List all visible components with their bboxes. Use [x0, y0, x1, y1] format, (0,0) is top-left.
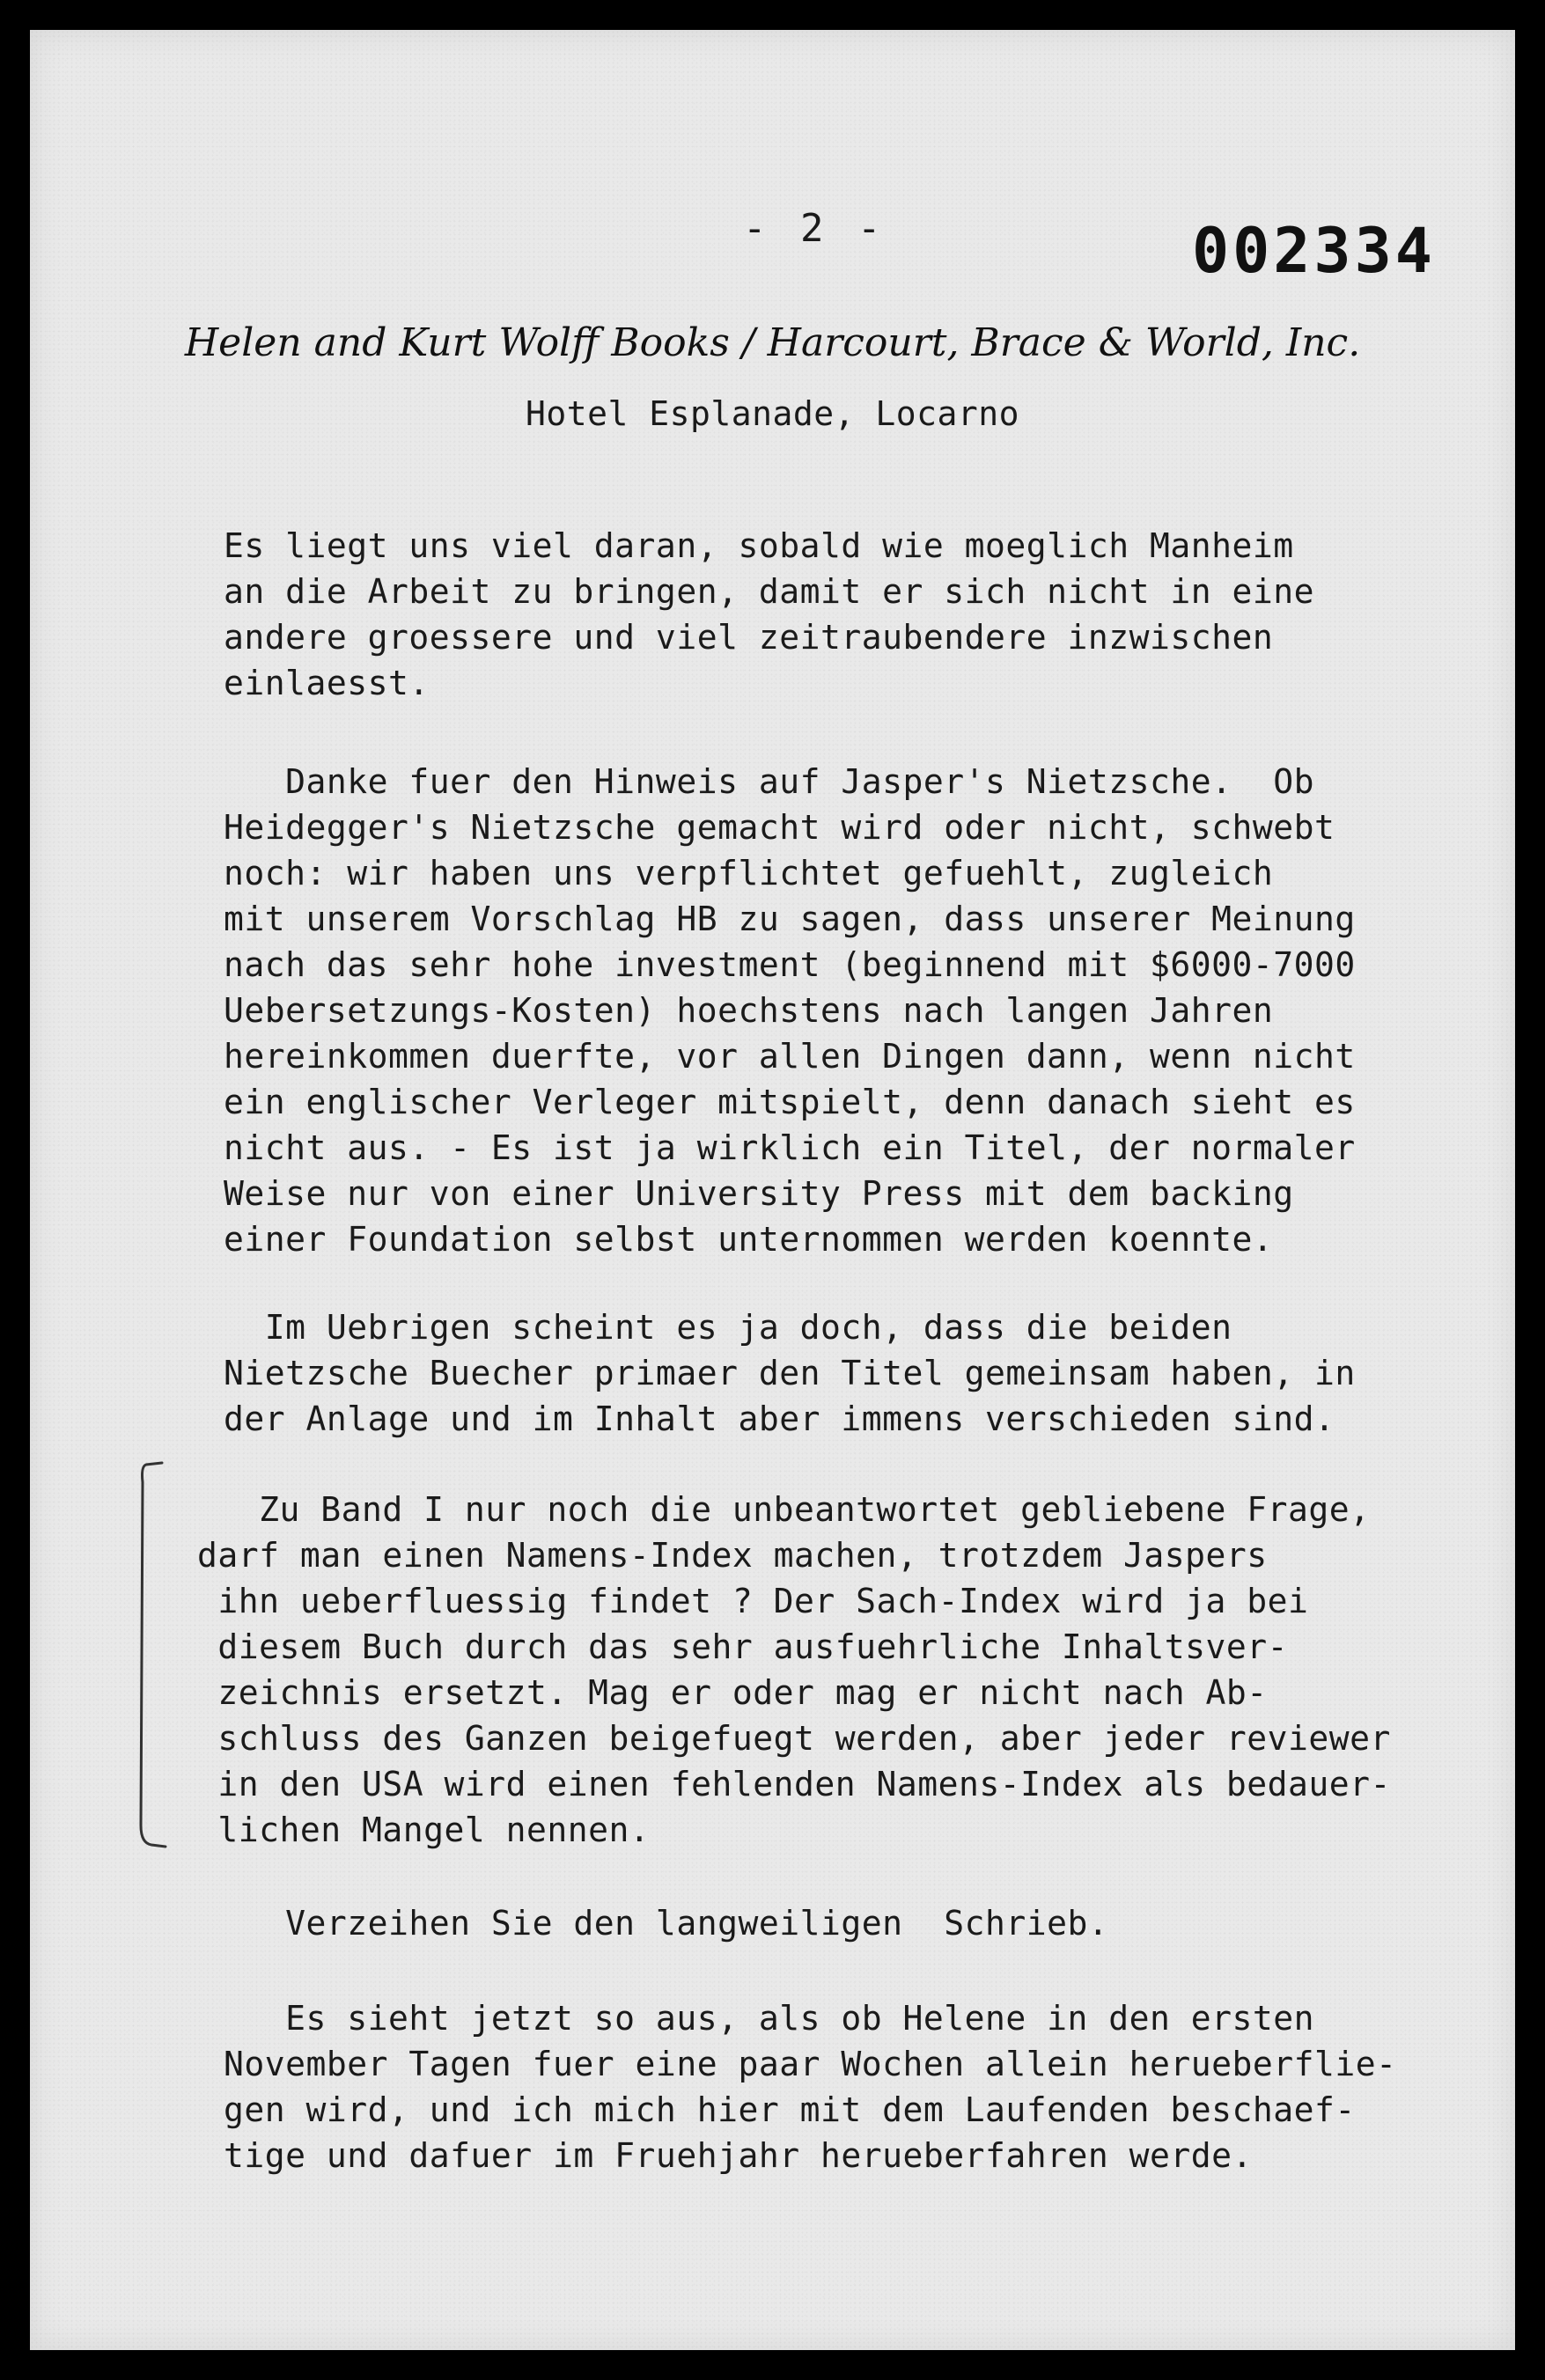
text-line: schluss des Ganzen beigefuegt werden, aber jeder reviewer [197, 1719, 1391, 1758]
paragraph-4 [197, 1487, 1482, 1853]
text-line: November Tagen fuer eine paar Wochen allein herueberflie- [224, 2045, 1397, 2083]
text-line: zeichnis ersetzt. Mag er oder mag er nicht nach Ab- [197, 1673, 1268, 1712]
text-line: darf man einen Namens-Index machen, trotzdem Jaspers [197, 1536, 1268, 1575]
paragraph-2 [224, 759, 1509, 1262]
text-line: nach das sehr hohe investment (beginnend mit $6000-7000 [224, 945, 1356, 984]
text-line: Verzeihen Sie den langweiligen Schrieb. [224, 1904, 1109, 1943]
text-line: ein englischer Verleger mitspielt, denn danach sieht es [224, 1083, 1356, 1121]
document-number-stamp: 002334 [1192, 215, 1436, 287]
text-line: mit unserem Vorschlag HB zu sagen, dass unserer Meinung [224, 900, 1356, 938]
text-line: diesem Buch durch das sehr ausfuehrliche Inhaltsver- [197, 1627, 1289, 1666]
text-line: Uebersetzungs-Kosten) hoechstens nach langen Jahren [224, 991, 1274, 1030]
text-line: Nietzsche Buecher primaer den Titel gemeinsam haben, in [224, 1354, 1356, 1392]
text-line: Weise nur von einer University Press mit dem backing [224, 1174, 1294, 1213]
text-line: Im Uebrigen scheint es ja doch, dass die beiden [224, 1308, 1232, 1347]
text-line: lichen Mangel nennen. [197, 1811, 651, 1849]
text-line: noch: wir haben uns verpflichtet gefuehlt, zugleich [224, 854, 1274, 892]
letterhead-address: Hotel Esplanade, Locarno [525, 394, 1020, 433]
text-line: tige und dafuer im Fruehjahr herueberfahren werde. [224, 2136, 1253, 2175]
text-line: gen wird, und ich mich hier mit dem Laufenden beschaef- [224, 2090, 1356, 2129]
text-line: einlaesst. [224, 664, 430, 702]
text-line: ihn ueberfluessig findet ? Der Sach-Index wird ja bei [197, 1582, 1309, 1620]
text-line: Danke fuer den Hinweis auf Jasper's Nietzsche. Ob [224, 762, 1315, 801]
text-line: einer Foundation selbst unternommen werden koennte. [224, 1220, 1274, 1259]
letter-page [30, 30, 1515, 2350]
margin-bracket-mark [136, 1456, 171, 1852]
text-line: in den USA wird einen fehlenden Namens-Index als bedauer- [197, 1765, 1391, 1803]
paragraph-5 [224, 1900, 1509, 1946]
text-line: Es liegt uns viel daran, sobald wie moeglich Manheim [224, 526, 1294, 565]
text-line: nicht aus. - Es ist ja wirklich ein Titel, der normaler [224, 1128, 1356, 1167]
text-line: Heidegger's Nietzsche gemacht wird oder nicht, schwebt [224, 808, 1335, 847]
text-line: der Anlage und im Inhalt aber immens verschieden sind. [224, 1399, 1335, 1438]
text-line: Zu Band I nur noch die unbeantwortet gebliebene Frage, [197, 1490, 1371, 1529]
text-line: andere groessere und viel zeitraubendere inzwischen [224, 618, 1274, 657]
text-line: hereinkommen duerfte, vor allen Dingen dann, wenn nicht [224, 1037, 1356, 1076]
paragraph-3 [224, 1304, 1509, 1442]
page-number: - 2 - [743, 206, 887, 251]
paragraph-6 [224, 1995, 1509, 2178]
paragraph-1 [224, 523, 1509, 706]
letterhead-publisher: Helen and Kurt Wolff Books / Harcourt, Brace & World, Inc. [184, 320, 1361, 365]
text-line: Es sieht jetzt so aus, als ob Helene in den ersten [224, 1999, 1315, 2038]
text-line: an die Arbeit zu bringen, damit er sich nicht in eine [224, 572, 1315, 611]
